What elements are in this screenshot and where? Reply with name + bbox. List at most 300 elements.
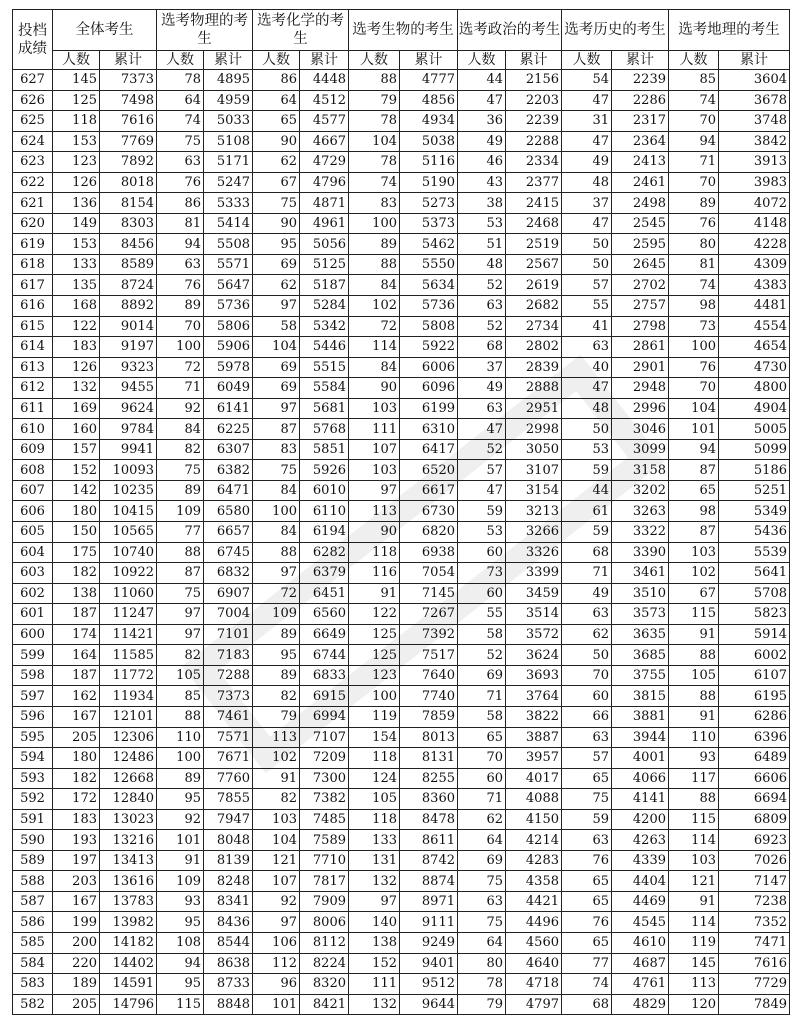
geography-count-cell: 74: [669, 90, 719, 111]
history-count-cell: 65: [562, 891, 612, 912]
score-cell: 582: [13, 994, 53, 1015]
table-row: [13, 419, 790, 440]
chemistry-cumulative-cell: 5446: [300, 337, 349, 358]
biology-count-cell: 102: [349, 296, 400, 317]
physics-cumulative-cell: 6307: [204, 439, 253, 460]
chemistry-cumulative-cell: 8421: [300, 994, 349, 1015]
all-cumulative-cell: 14402: [100, 953, 157, 974]
chemistry-count-cell: 72: [253, 583, 300, 604]
politics-count-cell: 43: [458, 172, 506, 193]
politics-count-cell: 60: [458, 583, 506, 604]
history-cumulative-cell: 2798: [612, 316, 669, 337]
physics-count-cell: 71: [157, 378, 204, 399]
chemistry-count-cell: 103: [253, 809, 300, 830]
politics-count-cell: 59: [458, 501, 506, 522]
all-cumulative-cell: 14796: [100, 994, 157, 1015]
geography-cumulative-cell: 6107: [719, 665, 790, 686]
history-cumulative-cell: 2645: [612, 254, 669, 275]
physics-count-cell: 76: [157, 172, 204, 193]
physics-cumulative-cell: 5247: [204, 172, 253, 193]
chemistry-count-cell: 62: [253, 152, 300, 173]
politics-cumulative-cell: 2619: [506, 275, 562, 296]
chemistry-cumulative-cell: 6110: [300, 501, 349, 522]
physics-cumulative-cell: 5108: [204, 131, 253, 152]
politics-cumulative-cell: 4797: [506, 994, 562, 1015]
history-count-cell: 70: [562, 665, 612, 686]
geography-cumulative-cell: 3913: [719, 152, 790, 173]
politics-cumulative-cell: 4088: [506, 789, 562, 810]
history-count-cell: 63: [562, 604, 612, 625]
geography-count-cell: 94: [669, 131, 719, 152]
history-cumulative-cell: 3635: [612, 624, 669, 645]
biology-cumulative-cell: 7392: [400, 624, 458, 645]
geography-count-cell: 81: [669, 254, 719, 275]
geography-cumulative-cell: 7616: [719, 953, 790, 974]
chemistry-count-cell: 97: [253, 912, 300, 933]
politics-cumulative-cell: 4358: [506, 871, 562, 892]
sub-header-count: 人数: [157, 51, 204, 70]
history-cumulative-cell: 2286: [612, 90, 669, 111]
history-count-cell: 61: [562, 501, 612, 522]
score-cell: 598: [13, 665, 53, 686]
biology-cumulative-cell: 8874: [400, 871, 458, 892]
history-cumulative-cell: 4066: [612, 768, 669, 789]
biology-count-cell: 118: [349, 748, 400, 769]
biology-count-cell: 111: [349, 974, 400, 995]
table-row: [13, 686, 790, 707]
chemistry-cumulative-cell: 5187: [300, 275, 349, 296]
all-count-cell: 168: [53, 296, 100, 317]
sub-header-cumulative: 累计: [300, 51, 349, 70]
chemistry-cumulative-cell: 7710: [300, 850, 349, 871]
biology-cumulative-cell: 5634: [400, 275, 458, 296]
politics-cumulative-cell: 2415: [506, 193, 562, 214]
score-cell: 609: [13, 439, 53, 460]
biology-count-cell: 111: [349, 419, 400, 440]
physics-count-cell: 101: [157, 830, 204, 851]
score-cell: 587: [13, 891, 53, 912]
geography-count-cell: 120: [669, 994, 719, 1015]
biology-count-cell: 132: [349, 871, 400, 892]
geography-count-cell: 115: [669, 809, 719, 830]
chemistry-cumulative-cell: 6994: [300, 706, 349, 727]
geography-cumulative-cell: 6923: [719, 830, 790, 851]
geography-count-cell: 88: [669, 789, 719, 810]
chemistry-count-cell: 121: [253, 850, 300, 871]
chemistry-cumulative-cell: 6451: [300, 583, 349, 604]
score-cell: 625: [13, 111, 53, 132]
all-cumulative-cell: 12840: [100, 789, 157, 810]
all-cumulative-cell: 11421: [100, 624, 157, 645]
geography-cumulative-cell: 4228: [719, 234, 790, 255]
physics-cumulative-cell: 7671: [204, 748, 253, 769]
biology-cumulative-cell: 8255: [400, 768, 458, 789]
politics-count-cell: 71: [458, 686, 506, 707]
biology-count-cell: 119: [349, 706, 400, 727]
history-count-cell: 68: [562, 994, 612, 1015]
all-count-cell: 164: [53, 645, 100, 666]
biology-cumulative-cell: 6820: [400, 522, 458, 543]
geography-count-cell: 76: [669, 357, 719, 378]
politics-count-cell: 71: [458, 789, 506, 810]
geography-cumulative-cell: 7849: [719, 994, 790, 1015]
geography-cumulative-cell: 3678: [719, 90, 790, 111]
politics-count-cell: 52: [458, 645, 506, 666]
chemistry-count-cell: 62: [253, 275, 300, 296]
history-cumulative-cell: 4263: [612, 830, 669, 851]
geography-count-cell: 73: [669, 316, 719, 337]
all-cumulative-cell: 7373: [100, 70, 157, 91]
physics-count-cell: 72: [157, 357, 204, 378]
all-count-cell: 149: [53, 213, 100, 234]
chemistry-cumulative-cell: 7382: [300, 789, 349, 810]
physics-cumulative-cell: 5171: [204, 152, 253, 173]
biology-cumulative-cell: 6310: [400, 419, 458, 440]
biology-count-cell: 90: [349, 522, 400, 543]
biology-count-cell: 72: [349, 316, 400, 337]
politics-cumulative-cell: 4214: [506, 830, 562, 851]
biology-count-cell: 88: [349, 70, 400, 91]
chemistry-count-cell: 79: [253, 706, 300, 727]
all-cumulative-cell: 10093: [100, 460, 157, 481]
history-count-cell: 53: [562, 439, 612, 460]
biology-cumulative-cell: 7267: [400, 604, 458, 625]
biology-count-cell: 131: [349, 850, 400, 871]
geography-count-cell: 101: [669, 419, 719, 440]
biology-cumulative-cell: 8611: [400, 830, 458, 851]
table-row: [13, 296, 790, 317]
physics-cumulative-cell: 7183: [204, 645, 253, 666]
chemistry-cumulative-cell: 5342: [300, 316, 349, 337]
sub-header-count: 人数: [562, 51, 612, 70]
physics-count-cell: 88: [157, 706, 204, 727]
politics-count-cell: 69: [458, 665, 506, 686]
biology-count-cell: 138: [349, 932, 400, 953]
all-count-cell: 138: [53, 583, 100, 604]
all-cumulative-cell: 8589: [100, 254, 157, 275]
chemistry-count-cell: 95: [253, 234, 300, 255]
chemistry-cumulative-cell: 7589: [300, 830, 349, 851]
geography-count-cell: 145: [669, 953, 719, 974]
geography-cumulative-cell: 5823: [719, 604, 790, 625]
geography-cumulative-cell: 5708: [719, 583, 790, 604]
physics-cumulative-cell: 6141: [204, 398, 253, 419]
sub-header-cumulative: 累计: [100, 51, 157, 70]
geography-cumulative-cell: 6606: [719, 768, 790, 789]
geography-count-cell: 105: [669, 665, 719, 686]
table-row: [13, 665, 790, 686]
history-cumulative-cell: 4545: [612, 912, 669, 933]
politics-count-cell: 52: [458, 316, 506, 337]
all-cumulative-cell: 13616: [100, 871, 157, 892]
table-row: [13, 254, 790, 275]
geography-count-cell: 85: [669, 70, 719, 91]
physics-cumulative-cell: 7760: [204, 768, 253, 789]
physics-cumulative-cell: 8436: [204, 912, 253, 933]
score-cell: 589: [13, 850, 53, 871]
politics-count-cell: 69: [458, 850, 506, 871]
biology-cumulative-cell: 5190: [400, 172, 458, 193]
biology-count-cell: 83: [349, 193, 400, 214]
physics-cumulative-cell: 6907: [204, 583, 253, 604]
chemistry-count-cell: 65: [253, 111, 300, 132]
history-cumulative-cell: 3099: [612, 439, 669, 460]
biology-count-cell: 78: [349, 152, 400, 173]
sub-header-cumulative: 累计: [719, 51, 790, 70]
physics-count-cell: 95: [157, 912, 204, 933]
all-count-cell: 203: [53, 871, 100, 892]
score-cell: 596: [13, 706, 53, 727]
physics-count-cell: 115: [157, 994, 204, 1015]
chemistry-cumulative-cell: 7485: [300, 809, 349, 830]
score-cell: 617: [13, 275, 53, 296]
politics-cumulative-cell: 2802: [506, 337, 562, 358]
chemistry-count-cell: 75: [253, 193, 300, 214]
all-cumulative-cell: 12101: [100, 706, 157, 727]
table-row: [13, 193, 790, 214]
geography-cumulative-cell: 6002: [719, 645, 790, 666]
score-cell: 585: [13, 932, 53, 953]
score-cell: 593: [13, 768, 53, 789]
geography-cumulative-cell: 6286: [719, 706, 790, 727]
biology-count-cell: 97: [349, 891, 400, 912]
all-count-cell: 123: [53, 152, 100, 173]
geography-count-cell: 91: [669, 624, 719, 645]
all-cumulative-cell: 8154: [100, 193, 157, 214]
history-count-cell: 47: [562, 131, 612, 152]
geography-cumulative-cell: 5186: [719, 460, 790, 481]
physics-cumulative-cell: 8248: [204, 871, 253, 892]
physics-count-cell: 100: [157, 337, 204, 358]
biology-cumulative-cell: 5922: [400, 337, 458, 358]
all-count-cell: 126: [53, 172, 100, 193]
score-cell: 604: [13, 542, 53, 563]
physics-count-cell: 87: [157, 563, 204, 584]
history-count-cell: 76: [562, 850, 612, 871]
sub-header-count: 人数: [253, 51, 300, 70]
history-cumulative-cell: 2595: [612, 234, 669, 255]
politics-cumulative-cell: 2839: [506, 357, 562, 378]
politics-cumulative-cell: 2951: [506, 398, 562, 419]
politics-count-cell: 78: [458, 974, 506, 995]
politics-count-cell: 46: [458, 152, 506, 173]
politics-cumulative-cell: 3399: [506, 563, 562, 584]
politics-count-cell: 52: [458, 275, 506, 296]
biology-count-cell: 154: [349, 727, 400, 748]
history-count-cell: 77: [562, 953, 612, 974]
geography-count-cell: 115: [669, 604, 719, 625]
score-cell: 591: [13, 809, 53, 830]
all-cumulative-cell: 13216: [100, 830, 157, 851]
history-cumulative-cell: 2498: [612, 193, 669, 214]
chemistry-count-cell: 90: [253, 131, 300, 152]
chemistry-count-cell: 86: [253, 70, 300, 91]
all-count-cell: 152: [53, 460, 100, 481]
chemistry-count-cell: 100: [253, 501, 300, 522]
physics-count-cell: 75: [157, 583, 204, 604]
geography-count-cell: 100: [669, 337, 719, 358]
table-row: [13, 480, 790, 501]
physics-cumulative-cell: 8638: [204, 953, 253, 974]
chemistry-count-cell: 112: [253, 953, 300, 974]
score-cell: 616: [13, 296, 53, 317]
score-cell: 610: [13, 419, 53, 440]
geography-count-cell: 74: [669, 275, 719, 296]
biology-count-cell: 124: [349, 768, 400, 789]
geography-cumulative-cell: 5349: [719, 501, 790, 522]
score-cell: 611: [13, 398, 53, 419]
score-cell: 623: [13, 152, 53, 173]
biology-cumulative-cell: 4934: [400, 111, 458, 132]
group-header-chemistry: 选考化学的考生: [253, 10, 349, 51]
physics-cumulative-cell: 7571: [204, 727, 253, 748]
history-count-cell: 47: [562, 378, 612, 399]
table-row: [13, 871, 790, 892]
biology-cumulative-cell: 5550: [400, 254, 458, 275]
all-cumulative-cell: 9455: [100, 378, 157, 399]
group-header-politics: 选考政治的考生: [458, 10, 562, 51]
geography-cumulative-cell: 5436: [719, 522, 790, 543]
biology-cumulative-cell: 5273: [400, 193, 458, 214]
history-cumulative-cell: 3944: [612, 727, 669, 748]
chemistry-count-cell: 101: [253, 994, 300, 1015]
all-count-cell: 136: [53, 193, 100, 214]
chemistry-count-cell: 97: [253, 296, 300, 317]
all-count-cell: 183: [53, 809, 100, 830]
politics-count-cell: 73: [458, 563, 506, 584]
history-cumulative-cell: 3461: [612, 563, 669, 584]
biology-count-cell: 78: [349, 111, 400, 132]
politics-cumulative-cell: 3266: [506, 522, 562, 543]
geography-count-cell: 114: [669, 912, 719, 933]
score-cell: 627: [13, 70, 53, 91]
biology-cumulative-cell: 6199: [400, 398, 458, 419]
score-cell: 608: [13, 460, 53, 481]
geography-cumulative-cell: 4730: [719, 357, 790, 378]
geography-count-cell: 91: [669, 891, 719, 912]
geography-cumulative-cell: 3604: [719, 70, 790, 91]
table-row: [13, 624, 790, 645]
physics-count-cell: 95: [157, 789, 204, 810]
biology-count-cell: 103: [349, 398, 400, 419]
history-cumulative-cell: 2948: [612, 378, 669, 399]
all-cumulative-cell: 8018: [100, 172, 157, 193]
score-cell: 607: [13, 480, 53, 501]
all-cumulative-cell: 7498: [100, 90, 157, 111]
physics-count-cell: 74: [157, 111, 204, 132]
history-cumulative-cell: 4001: [612, 748, 669, 769]
geography-cumulative-cell: 7026: [719, 850, 790, 871]
physics-cumulative-cell: 7373: [204, 686, 253, 707]
history-count-cell: 74: [562, 974, 612, 995]
score-cell: 597: [13, 686, 53, 707]
biology-cumulative-cell: 5116: [400, 152, 458, 173]
biology-count-cell: 118: [349, 809, 400, 830]
all-count-cell: 205: [53, 994, 100, 1015]
all-cumulative-cell: 7616: [100, 111, 157, 132]
geography-count-cell: 103: [669, 542, 719, 563]
history-count-cell: 50: [562, 234, 612, 255]
physics-count-cell: 94: [157, 953, 204, 974]
chemistry-count-cell: 88: [253, 542, 300, 563]
physics-cumulative-cell: 7461: [204, 706, 253, 727]
history-cumulative-cell: 3573: [612, 604, 669, 625]
biology-count-cell: 84: [349, 275, 400, 296]
chemistry-count-cell: 109: [253, 604, 300, 625]
history-cumulative-cell: 2413: [612, 152, 669, 173]
table-row: [13, 645, 790, 666]
biology-cumulative-cell: 6006: [400, 357, 458, 378]
politics-cumulative-cell: 3693: [506, 665, 562, 686]
history-count-cell: 57: [562, 275, 612, 296]
table-row: [13, 522, 790, 543]
biology-count-cell: 79: [349, 90, 400, 111]
biology-cumulative-cell: 8013: [400, 727, 458, 748]
chemistry-cumulative-cell: 6833: [300, 665, 349, 686]
chemistry-count-cell: 89: [253, 665, 300, 686]
chemistry-count-cell: 104: [253, 830, 300, 851]
history-cumulative-cell: 3685: [612, 645, 669, 666]
score-cell: 599: [13, 645, 53, 666]
physics-count-cell: 82: [157, 645, 204, 666]
history-cumulative-cell: 3202: [612, 480, 669, 501]
chemistry-cumulative-cell: 5584: [300, 378, 349, 399]
biology-count-cell: 90: [349, 378, 400, 399]
geography-cumulative-cell: 7147: [719, 871, 790, 892]
chemistry-cumulative-cell: 5056: [300, 234, 349, 255]
table-row: [13, 912, 790, 933]
all-count-cell: 169: [53, 398, 100, 419]
geography-cumulative-cell: 3983: [719, 172, 790, 193]
geography-cumulative-cell: 5251: [719, 480, 790, 501]
politics-cumulative-cell: 3624: [506, 645, 562, 666]
politics-cumulative-cell: 2239: [506, 111, 562, 132]
table-row: [13, 131, 790, 152]
biology-count-cell: 114: [349, 337, 400, 358]
history-count-cell: 57: [562, 748, 612, 769]
biology-cumulative-cell: 6520: [400, 460, 458, 481]
geography-count-cell: 71: [669, 152, 719, 173]
physics-cumulative-cell: 8139: [204, 850, 253, 871]
all-cumulative-cell: 8892: [100, 296, 157, 317]
table-row: [13, 974, 790, 995]
geography-count-cell: 114: [669, 830, 719, 851]
politics-count-cell: 53: [458, 522, 506, 543]
politics-cumulative-cell: 4640: [506, 953, 562, 974]
all-count-cell: 153: [53, 234, 100, 255]
politics-count-cell: 53: [458, 213, 506, 234]
politics-cumulative-cell: 2288: [506, 131, 562, 152]
chemistry-count-cell: 92: [253, 891, 300, 912]
score-cell: 613: [13, 357, 53, 378]
geography-cumulative-cell: 6195: [719, 686, 790, 707]
geography-cumulative-cell: 7729: [719, 974, 790, 995]
politics-cumulative-cell: 2156: [506, 70, 562, 91]
chemistry-cumulative-cell: 7300: [300, 768, 349, 789]
biology-count-cell: 100: [349, 213, 400, 234]
score-cell: 606: [13, 501, 53, 522]
score-cell: 584: [13, 953, 53, 974]
all-count-cell: 157: [53, 439, 100, 460]
biology-cumulative-cell: 9111: [400, 912, 458, 933]
chemistry-count-cell: 87: [253, 419, 300, 440]
all-cumulative-cell: 11772: [100, 665, 157, 686]
geography-count-cell: 102: [669, 563, 719, 584]
all-cumulative-cell: 11247: [100, 604, 157, 625]
biology-cumulative-cell: 9512: [400, 974, 458, 995]
history-count-cell: 49: [562, 583, 612, 604]
chemistry-count-cell: 83: [253, 439, 300, 460]
